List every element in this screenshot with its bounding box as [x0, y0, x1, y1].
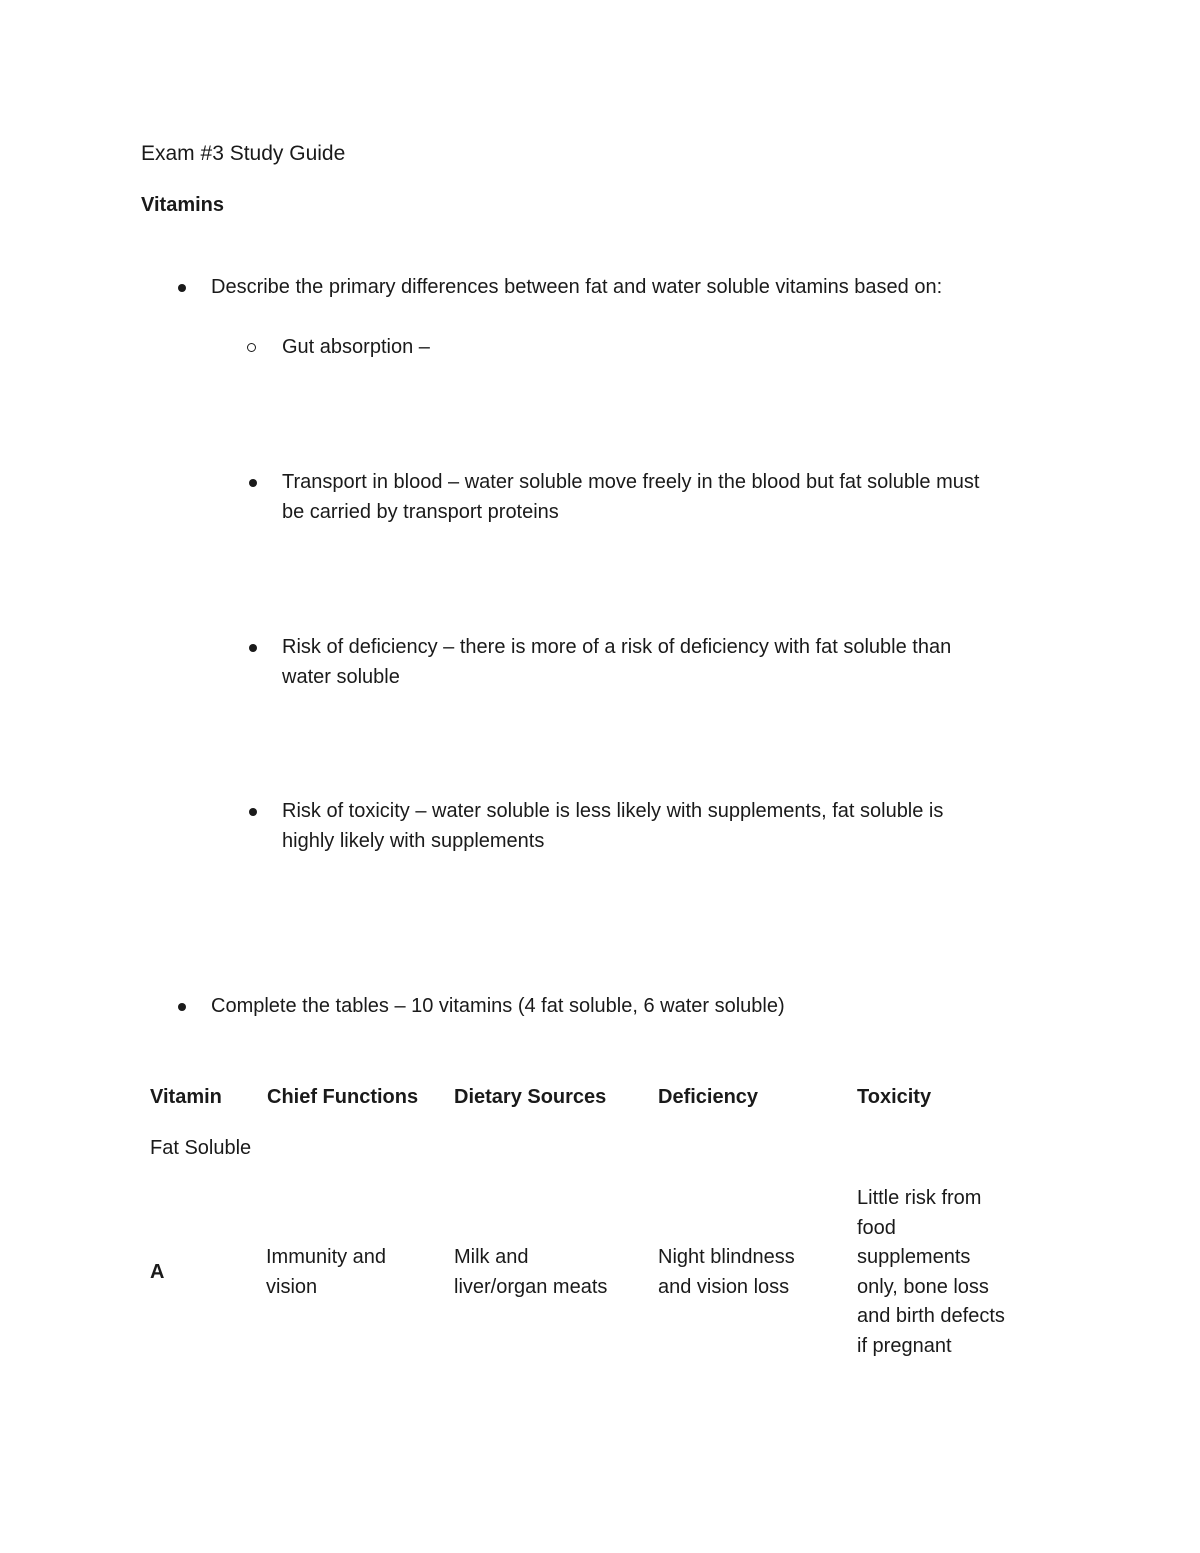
cell-vitamin: A	[150, 1261, 165, 1283]
cell-line: and vision loss	[658, 1275, 790, 1298]
cell-line: liver/organ meats	[454, 1275, 608, 1298]
cell-line: Milk and	[454, 1246, 529, 1268]
table-header-toxicity: Toxicity	[857, 1086, 932, 1108]
list-item-risk-deficiency-line1: Risk of deficiency – there is more of a risk of deficiency with fat soluble than	[282, 636, 952, 658]
list-item-describe: Describe the primary differences between fat and water soluble vitamins based on:	[211, 276, 943, 298]
cell-line: Little risk from	[857, 1187, 982, 1209]
list-item-complete-tables: Complete the tables – 10 vitamins (4 fat soluble, 6 water soluble)	[211, 995, 785, 1017]
document-title: Exam #3 Study Guide	[141, 142, 346, 165]
table-header-deficiency: Deficiency	[658, 1086, 759, 1108]
bullet-dot-icon	[178, 284, 186, 292]
list-item-risk-deficiency	[282, 633, 951, 692]
cell-dietary-sources	[454, 1243, 607, 1302]
cell-line: vision	[266, 1275, 318, 1298]
list-item-transport	[282, 468, 979, 527]
bullet-dot-icon	[249, 644, 257, 652]
list-item-transport-line1: Transport in blood – water soluble move freely in the blood but fat soluble must	[282, 471, 980, 493]
cell-toxicity	[857, 1184, 1005, 1362]
table-group-fat-soluble: Fat Soluble	[150, 1137, 252, 1159]
bullet-dot-icon	[178, 1003, 186, 1011]
cell-line: supplements	[857, 1246, 971, 1269]
cell-line: food	[857, 1216, 896, 1239]
section-heading-vitamins: Vitamins	[141, 194, 224, 216]
list-item-risk-toxicity-line1: Risk of toxicity – water soluble is less likely with supplements, fat soluble is	[282, 800, 944, 822]
bullet-dot-icon	[249, 808, 257, 816]
cell-line: if pregnant	[857, 1334, 952, 1357]
list-item-risk-toxicity-line2: highly likely with supplements	[282, 829, 545, 852]
table-header-chief-functions: Chief Functions	[267, 1086, 419, 1108]
cell-line: Night blindness	[658, 1246, 795, 1268]
list-item-risk-deficiency-line2: water soluble	[282, 665, 400, 688]
cell-deficiency	[658, 1243, 795, 1302]
bullet-dot-icon	[249, 479, 257, 487]
cell-line: only, bone loss	[857, 1275, 989, 1298]
table-header-dietary-sources: Dietary Sources	[454, 1086, 607, 1108]
cell-line: Immunity and	[266, 1246, 387, 1268]
list-item-risk-toxicity	[282, 797, 943, 856]
table-header-vitamin: Vitamin	[150, 1086, 222, 1108]
cell-chief-functions	[266, 1243, 386, 1302]
list-item-gut-absorption: Gut absorption –	[282, 336, 430, 358]
list-item-transport-line2: be carried by transport proteins	[282, 500, 559, 523]
cell-line: and birth defects	[857, 1305, 1005, 1328]
bullet-circle-icon	[247, 343, 256, 352]
